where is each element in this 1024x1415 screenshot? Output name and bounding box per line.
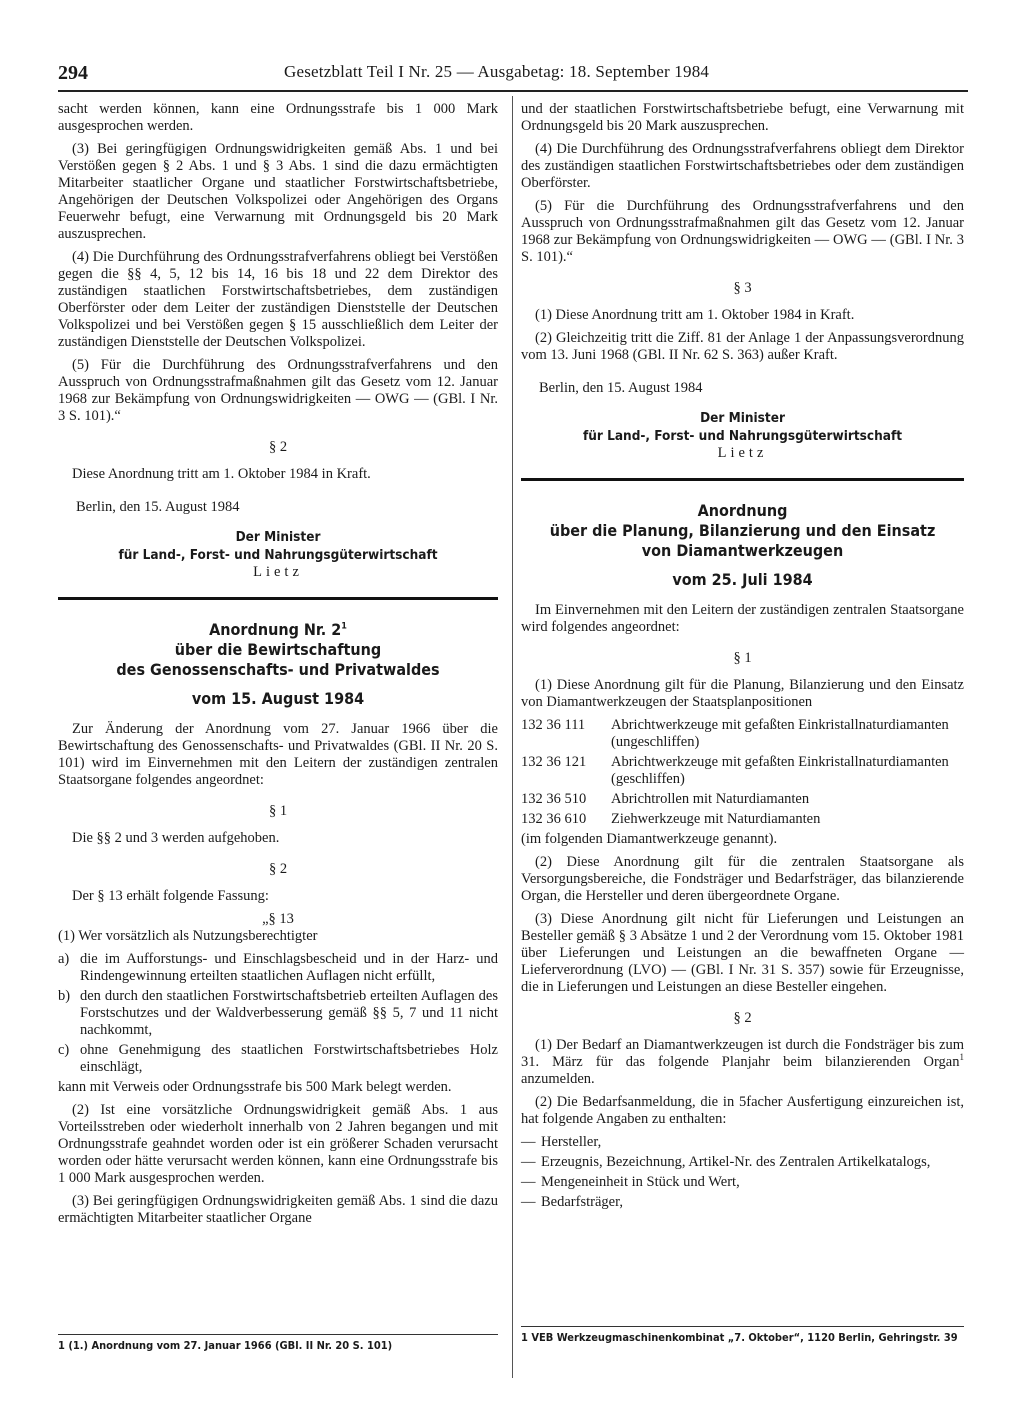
list-label: b) [58,987,71,1004]
paragraph: (2) Ist eine vorsätzliche Ordnungswidrigkeit gemäß Abs. 1 aus Vorteilsstreben oder wiederholt innerhalb von 2 Jahren begangen und mit Ordnungsstrafe geahndet worden oder ist ein größerer Schaden verursacht worden oder hätte verursacht werden können, kann eine Ordnungsstrafe bis 1 000 Mark ausgesprochen werden. [58,1101,498,1186]
dash-item [521,1154,964,1171]
signature-ministry: für Land-, Forst- und Nahrungsgüterwirtschaft [118,547,438,563]
column-divider [512,96,513,1378]
right-column [521,101,964,1214]
footnote: 1 VEB Werkzeugmaschinenkombinat „7. Oktober“, 1120 Berlin, Gehringstr. 39 [521,1331,958,1344]
dash-text: Erzeugnis, Bezeichnung, Artikel-Nr. des Zentralen Artikelkatalogs, [541,1153,931,1170]
footnote-area [58,1326,498,1353]
footnote-area [521,1318,964,1345]
paragraph-text: (1) Der Bedarf an Diamantwerkzeugen ist durch die Fondsträger bis zum 31. März für das folgende Planjahr beim bilanzierenden Organ [521,1036,964,1070]
section-heading: § 2 [733,1009,752,1026]
signature-name: Lietz [253,564,303,580]
title-line: des Genossenschafts- und Privatwaldes [116,659,440,679]
list-item [58,951,498,985]
paragraph: (4) Die Durchführung des Ordnungsstrafverfahrens obliegt dem Direktor des zuständigen staatlichen Forstwirtschaftsbetriebes oder dem zuständigen Oberförster. [521,141,964,191]
position-text: Abrichtwerkzeuge mit gefaßten Einkristallnaturdiamanten (geschliffen) [611,753,949,787]
code-row [521,754,964,788]
document-title [58,620,498,640]
dash-label: — [521,1133,536,1150]
paragraph: (5) Für die Durchführung des Ordnungsstrafverfahrens und den Ausspruch von Ordnungsstrafmaßnahmen gilt das Gesetz vom 12. Januar 1968 zur Bekämpfung von Ordnungswidrigkeiten — OWG — (GBl. I Nr. 3 S. 101).“ [58,357,498,424]
paragraph: sacht werden können, kann eine Ordnungsstrafe bis 1 000 Mark ausgesprochen werden. [58,101,498,134]
title-line: über die Planung, Bilanzierung und den Einsatz [549,520,936,540]
paragraph: (1) Diese Anordnung tritt am 1. Oktober 1984 in Kraft. [535,307,855,323]
paragraph: (3) Diese Anordnung gilt nicht für Lieferungen und Leistungen an Besteller gemäß § 3 Absätze 1 und 2 der Verordnung vom 15. Oktober 1981 über Lieferungen und Leistungen an die bewaffneten Organe — Lieferverordnung (LVO) — (GBl. I Nr. 31 S. 357) sowie für Erzeugnisse, die in Lieferungen und Leistungen an diese Besteller eingehen. [521,910,964,995]
section-divider [521,478,964,481]
paragraph: (2) Die Bedarfsanmeldung, die in 5facher Ausfertigung einzureichen ist, hat folgende Angaben zu enthalten: [521,1093,964,1127]
dash-item [521,1134,964,1151]
title-line: über die Bewirtschaftung [174,639,382,659]
paragraph: und der staatlichen Forstwirtschaftsbetriebe befugt, eine Verwarnung mit Ordnungsgeld bis 20 Mark auszusprechen. [521,101,964,134]
section-divider [58,597,498,600]
position-text: Ziehwerkzeuge mit Naturdiamanten [611,810,821,827]
position-text: Abrichtrollen mit Naturdiamanten [611,790,810,807]
signature-title: Der Minister [235,529,321,545]
position-text: Abrichtwerkzeuge mit gefaßten Einkristallnaturdiamanten (ungeschliffen) [611,716,949,750]
document-title: Anordnung [697,500,788,520]
dash-text: Bedarfsträger, [541,1193,623,1210]
footnote-rule [58,1334,498,1335]
list-item [58,1042,498,1076]
paragraph: (2) Diese Anordnung gilt für die zentralen Staatsorgane als Versorgungsbereiche, die Fondsträger und Bedarfsträger, das bilanzierende Organ, die Hersteller und deren übergeordnete Organe. [521,853,964,904]
section-heading: § 2 [268,439,288,455]
title-line: Anordnung Nr. 2 [209,619,342,639]
paragraph: (4) Die Durchführung des Ordnungsstrafverfahrens obliegt bei Verstößen gegen die §§ 4, 5, 12 bis 14, 16 bis 18 und 22 dem Direktor des zuständigen staatlichen Forstwirtschaftsbetriebes, dem zuständigen Oberförster oder dem Leiter der zuständigen Dienststelle der Deutschen Volkspolizei und bei Verstößen gegen § 15 ausschließlich dem Leiter der zuständigen Dienststelle der Deutschen Volkspolizei. [58,249,498,350]
section-heading: § 3 [733,280,752,296]
signature-ministry: für Land-, Forst- und Nahrungsgüterwirtschaft [582,428,903,444]
paragraph: Zur Änderung der Anordnung vom 27. Januar 1966 über die Bewirtschaftung des Genossenschafts- und Privatwaldes (GBl. II Nr. 20 S. 101) wird im Einvernehmen mit den Leitern der zuständigen zentralen Staatsorgane folgendes angeordnet: [58,720,498,788]
paragraph [521,1037,964,1088]
position-code: 132 36 610 [521,810,587,827]
place-date: Berlin, den 15. August 1984 [539,380,703,396]
paragraph: (1) Wer vorsätzlich als Nutzungsberechtigter [58,927,318,944]
paragraph: (im folgenden Diamantwerkzeuge genannt). [521,830,778,847]
dash-text: Hersteller, [541,1133,602,1150]
list-item [58,988,498,1039]
footnote-marker: 1 [341,621,347,632]
title-date: vom 25. Juli 1984 [672,569,813,589]
page-header [58,58,968,88]
footnote-marker: 1 [959,1051,964,1062]
page-number: 294 [58,62,88,84]
signature-name: Lietz [717,445,768,461]
section-heading: § 1 [733,649,752,666]
paragraph-text: anzumelden. [521,1070,595,1087]
paragraph: (2) Gleichzeitig tritt die Ziff. 81 der Anlage 1 der Anpassungsverordnung vom 13. Juni 1968 (GBl. II Nr. 62 S. 363) außer Kraft. [521,330,964,363]
paragraph: kann mit Verweis oder Ordnungsstrafe bis 500 Mark belegt werden. [58,1078,452,1095]
list-text: den durch den staatlichen Forstwirtschaftsbetrieb erteilten Auflagen des Forstschutzes und der Waldverbesserung gemäß §§ 5, 7 und 11 nicht nachkommt, [80,987,498,1038]
paragraph: Im Einvernehmen mit den Leitern der zuständigen zentralen Staatsorgane wird folgendes angeordnet: [521,601,964,635]
dash-item [521,1174,964,1191]
position-code: 132 36 111 [521,716,586,733]
dash-text: Mengeneinheit in Stück und Wert, [541,1173,740,1190]
list-text: ohne Genehmigung des staatlichen Forstwirtschaftsbetriebes Holz einschlägt, [80,1041,498,1075]
section-heading: § 2 [268,860,288,877]
dash-label: — [521,1153,536,1170]
signature-title: Der Minister [700,410,785,426]
paragraph: Der § 13 erhält folgende Fassung: [72,887,269,904]
paragraph: Diese Anordnung tritt am 1. Oktober 1984 in Kraft. [72,466,371,482]
code-row [521,791,964,808]
list-label: c) [58,1041,70,1058]
list-label: a) [58,950,70,967]
section-heading: „§ 13 [262,910,294,927]
section-heading: § 1 [268,802,288,819]
code-row [521,811,964,828]
footnote: 1 (1.) Anordnung vom 27. Januar 1966 (GBl. II Nr. 20 S. 101) [58,1339,393,1352]
place-date: Berlin, den 15. August 1984 [76,499,240,515]
paragraph: (1) Diese Anordnung gilt für die Planung, Bilanzierung und den Einsatz von Diamantwerkzeugen der Staatsplanpositionen [521,676,964,710]
paragraph: (3) Bei geringfügigen Ordnungswidrigkeiten gemäß Abs. 1 sind die dazu ermächtigten Mitarbeiter staatlicher Organe [58,1192,498,1226]
paragraph: Die §§ 2 und 3 werden aufgehoben. [72,829,280,846]
dash-label: — [521,1193,536,1210]
paragraph: (5) Für die Durchführung des Ordnungsstrafverfahrens und den Ausspruch von Ordnungsstrafmaßnahmen gilt das Gesetz vom 12. Januar 1968 zur Bekämpfung von Ordnungswidrigkeiten — OWG — (GBl. I Nr. 3 S. 101).“ [521,198,964,265]
paragraph: (3) Bei geringfügigen Ordnungswidrigkeiten gemäß Abs. 1 und bei Verstößen gegen § 2 Abs. 1 und § 3 Abs. 1 sind die dazu ermächtigten Mitarbeiter staatlicher Organe und staatlicher Forstwirtschaftsbetriebe, Angehörigen der Deutschen Volkspolizei oder Angehörigen des Organs Feuerwehr befugt, eine Verwarnung mit Ordnungsgeld bis 20 Mark auszusprechen. [58,141,498,242]
title-date: vom 15. August 1984 [191,688,365,708]
position-code: 132 36 121 [521,753,587,770]
dash-item [521,1194,964,1211]
header-rule [58,90,968,92]
running-title: Gesetzblatt Teil I Nr. 25 — Ausgabetag: 18. September 1984 [284,62,710,81]
position-code: 132 36 510 [521,790,587,807]
list-text: die im Aufforstungs- und Einschlagsbescheid und in der Harz- und Rindengewinnung erteilten staatlichen Auflagen nicht erfüllt, [80,950,498,984]
left-column [58,101,498,1233]
dash-label: — [521,1173,536,1190]
title-line: von Diamantwerkzeugen [641,540,844,560]
code-row [521,717,964,751]
footnote-rule [521,1326,964,1327]
